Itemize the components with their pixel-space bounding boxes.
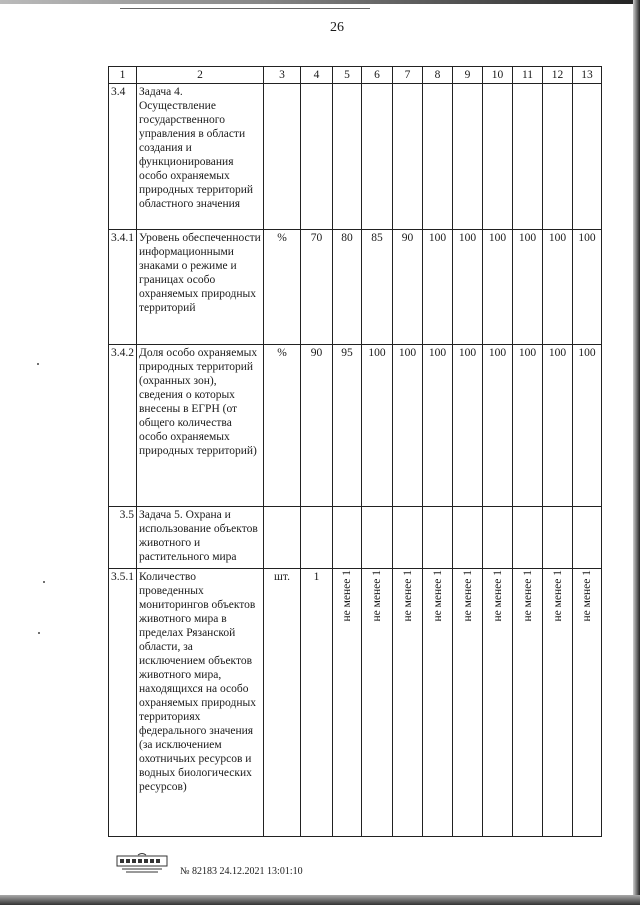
base-value-cell: 1 (301, 569, 333, 837)
value-cell (543, 84, 573, 230)
value-cell: 100 (513, 230, 543, 345)
scan-edge-top (0, 0, 640, 4)
row-number: 3.5 (109, 507, 137, 569)
value-cell (423, 569, 453, 837)
electronic-document-stamp (116, 852, 168, 874)
value-cell: 100 (483, 230, 513, 345)
scan-speck (38, 632, 40, 634)
value-cell: 100 (423, 345, 453, 507)
value-cell (453, 507, 483, 569)
value-cell: 100 (573, 345, 602, 507)
value-cell: 100 (543, 345, 573, 507)
header-cell: 8 (423, 67, 453, 84)
value-cell: 80 (333, 230, 362, 345)
value-cell (513, 84, 543, 230)
value-cell (393, 569, 423, 837)
value-cell (483, 569, 513, 837)
value-cell (333, 569, 362, 837)
table-row (109, 84, 602, 230)
scan-speck (37, 363, 39, 365)
value-cell (543, 569, 573, 837)
value-cell (483, 507, 513, 569)
value-text: не менее 1 (491, 570, 504, 622)
value-cell (573, 507, 602, 569)
value-cell: 90 (393, 230, 423, 345)
value-cell (333, 84, 362, 230)
value-text: не менее 1 (401, 570, 414, 622)
value-cell (393, 84, 423, 230)
table-row (109, 230, 602, 345)
value-text: не менее 1 (371, 570, 383, 622)
value-cell: 100 (362, 345, 393, 507)
unit-cell (264, 84, 301, 230)
unit-cell: % (264, 230, 301, 345)
header-cell: 5 (333, 67, 362, 84)
table-header-row (109, 67, 602, 84)
row-number: 3.4.2 (109, 345, 137, 507)
row-number: 3.5.1 (109, 569, 137, 837)
value-cell: 95 (333, 345, 362, 507)
value-cell: 100 (483, 345, 513, 507)
value-cell (333, 507, 362, 569)
value-cell (362, 84, 393, 230)
value-cell: 85 (362, 230, 393, 345)
header-cell: 1 (109, 67, 137, 84)
scan-edge-right (633, 0, 640, 905)
unit-cell (264, 507, 301, 569)
header-cell: 2 (137, 67, 264, 84)
value-cell (362, 569, 393, 837)
scan-line-top (120, 8, 370, 9)
row-name: Задача 4. Осуществление государственного управления в области создания и функционирования особо охраняемых природных территорий областного значения (137, 84, 264, 230)
page-number: 26 (330, 20, 344, 35)
header-cell: 4 (301, 67, 333, 84)
header-cell: 6 (362, 67, 393, 84)
value-text: не менее 1 (521, 570, 534, 622)
header-cell: 10 (483, 67, 513, 84)
value-cell (573, 569, 602, 837)
indicators-table (108, 66, 602, 837)
scan-speck (43, 581, 45, 583)
value-cell (423, 84, 453, 230)
value-cell (453, 84, 483, 230)
value-text: не менее 1 (461, 570, 474, 622)
unit-cell: шт. (264, 569, 301, 837)
value-cell (393, 507, 423, 569)
value-cell (483, 84, 513, 230)
table-row (109, 345, 602, 507)
table-row (109, 569, 602, 837)
registration-footer: № 82183 24.12.2021 13:01:10 (180, 866, 303, 877)
value-cell: 100 (453, 345, 483, 507)
header-cell: 12 (543, 67, 573, 84)
value-cell (362, 507, 393, 569)
base-value-cell: 90 (301, 345, 333, 507)
value-cell: 100 (453, 230, 483, 345)
header-cell: 9 (453, 67, 483, 84)
value-text: не менее 1 (551, 570, 564, 622)
value-cell: 100 (573, 230, 602, 345)
value-cell (453, 569, 483, 837)
row-number: 3.4.1 (109, 230, 137, 345)
scan-edge-bottom (0, 895, 640, 905)
row-name: Количество проведенных мониторингов объектов животного мира в пределах Рязанской области, за исключением объектов животного мира, находящихся на особо охраняемых природных территориях федерального значения (за исключением охотничьих ресурсов и водных биологических ресурсов) (137, 569, 264, 837)
header-cell: 11 (513, 67, 543, 84)
base-value-cell (301, 507, 333, 569)
value-cell (543, 507, 573, 569)
table-row (109, 507, 602, 569)
header-cell: 13 (573, 67, 602, 84)
header-cell: 3 (264, 67, 301, 84)
value-cell (513, 507, 543, 569)
row-name: Уровень обеспеченности информационными знаками о режиме и границах особо охраняемых природных территорий (137, 230, 264, 345)
header-cell: 7 (393, 67, 423, 84)
row-name: Доля особо охраняемых природных территорий (охранных зон), сведения о которых внесены в ЕГРН (от общего количества особо охраняемых природных территорий) (137, 345, 264, 507)
unit-cell: % (264, 345, 301, 507)
value-text: не менее 1 (581, 570, 593, 622)
value-text: не менее 1 (341, 570, 353, 622)
value-cell: 100 (423, 230, 453, 345)
value-cell: 100 (513, 345, 543, 507)
value-cell (573, 84, 602, 230)
value-cell: 100 (393, 345, 423, 507)
value-cell (513, 569, 543, 837)
value-cell (423, 507, 453, 569)
value-text: не менее 1 (431, 570, 444, 622)
row-number: 3.4 (109, 84, 137, 230)
value-cell: 100 (543, 230, 573, 345)
base-value-cell (301, 84, 333, 230)
base-value-cell: 70 (301, 230, 333, 345)
row-name: Задача 5. Охрана и использование объектов животного и растительного мира (137, 507, 264, 569)
